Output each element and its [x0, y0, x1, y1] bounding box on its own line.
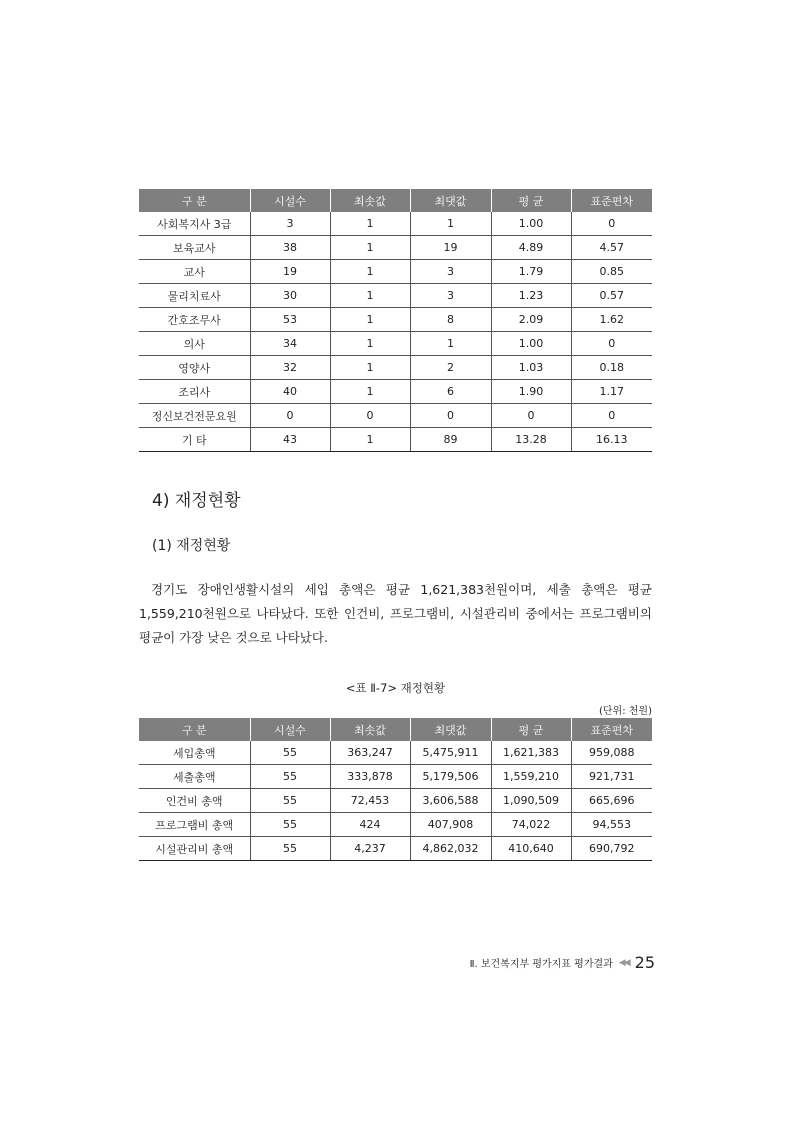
table-cell: 665,696 [571, 789, 652, 813]
table-cell: 55 [250, 813, 330, 837]
finance-table [139, 718, 652, 861]
table-cell: 1 [330, 428, 410, 452]
table-cell: 74,022 [491, 813, 571, 837]
table-row [139, 356, 652, 380]
table-cell: 1.00 [491, 212, 571, 236]
col-min: 최솟값 [330, 189, 410, 212]
double-arrow-left-icon: ◀◀ [618, 957, 629, 968]
page-number: 25 [634, 953, 655, 972]
row-label: 보육교사 [139, 236, 250, 260]
col-min: 최솟값 [330, 718, 410, 741]
table-cell: 1 [330, 356, 410, 380]
table-header-row [139, 189, 652, 212]
table-row [139, 837, 652, 861]
table-cell: 0 [250, 404, 330, 428]
table-cell: 0 [491, 404, 571, 428]
row-label: 영양사 [139, 356, 250, 380]
table-cell: 16.13 [571, 428, 652, 452]
table-cell: 0 [330, 404, 410, 428]
table-cell: 89 [410, 428, 491, 452]
table-cell: 921,731 [571, 765, 652, 789]
table-row [139, 260, 652, 284]
col-category: 구 분 [139, 718, 250, 741]
table-cell: 690,792 [571, 837, 652, 861]
col-category: 구 분 [139, 189, 250, 212]
table-cell: 959,088 [571, 741, 652, 765]
table-cell: 424 [330, 813, 410, 837]
table-row [139, 380, 652, 404]
col-max: 최댓값 [410, 189, 491, 212]
table-cell: 1.03 [491, 356, 571, 380]
table-cell: 38 [250, 236, 330, 260]
row-label: 세입총액 [139, 741, 250, 765]
col-mean: 평 균 [491, 189, 571, 212]
table-cell: 13.28 [491, 428, 571, 452]
table-cell: 1 [330, 212, 410, 236]
table-cell: 1 [330, 284, 410, 308]
table-row [139, 332, 652, 356]
table-caption: <표 Ⅱ-7> 재정현황 [345, 681, 446, 695]
body-paragraph: 경기도 장애인생활시설의 세입 총액은 평균 1,621,383천원이며, 세출 총액은 평균 1,559,210천원으로 나타났다. 또한 인건비, 프로그램비, 시설관리비 중에서는 프로그램비의 평균이 가장 낮은 것으로 나타났다. [139, 582, 652, 645]
row-label: 교사 [139, 260, 250, 284]
table-cell: 1 [330, 260, 410, 284]
table-row [139, 765, 652, 789]
table-cell: 1.90 [491, 380, 571, 404]
subsection-heading: (1) 재정현황 [152, 538, 231, 554]
table-cell: 55 [250, 765, 330, 789]
row-label: 인건비 총액 [139, 789, 250, 813]
table-cell: 1.00 [491, 332, 571, 356]
table-cell: 1,621,383 [491, 741, 571, 765]
table-cell: 4.89 [491, 236, 571, 260]
table-row [139, 404, 652, 428]
table-cell: 19 [250, 260, 330, 284]
page-footer [470, 953, 655, 972]
table-row [139, 789, 652, 813]
table-cell: 43 [250, 428, 330, 452]
table-cell: 5,179,506 [410, 765, 491, 789]
row-label: 기 타 [139, 428, 250, 452]
table-row [139, 741, 652, 765]
table-cell: 3 [250, 212, 330, 236]
col-mean: 평 균 [491, 718, 571, 741]
table-cell: 1.79 [491, 260, 571, 284]
table-cell: 1.23 [491, 284, 571, 308]
table-cell: 1 [410, 212, 491, 236]
row-label: 조리사 [139, 380, 250, 404]
table-cell: 30 [250, 284, 330, 308]
table-cell: 55 [250, 789, 330, 813]
row-label: 프로그램비 총액 [139, 813, 250, 837]
col-stddev: 표준편차 [571, 189, 652, 212]
table-cell: 53 [250, 308, 330, 332]
table-cell: 1.62 [571, 308, 652, 332]
table-unit: (단위: 천원) [599, 706, 652, 717]
table-row [139, 212, 652, 236]
col-stddev: 표준편차 [571, 718, 652, 741]
section-heading: 4) 재정현황 [152, 491, 241, 511]
table-cell: 4,237 [330, 837, 410, 861]
table-cell: 0 [571, 212, 652, 236]
table-cell: 333,878 [330, 765, 410, 789]
table-cell: 1 [410, 332, 491, 356]
table-cell: 3 [410, 284, 491, 308]
table-row [139, 308, 652, 332]
table-cell: 1,559,210 [491, 765, 571, 789]
table-row [139, 284, 652, 308]
col-max: 최댓값 [410, 718, 491, 741]
table-cell: 1.17 [571, 380, 652, 404]
table-cell: 1 [330, 380, 410, 404]
row-label: 물리치료사 [139, 284, 250, 308]
staff-statistics-table [139, 189, 652, 452]
table-header-row [139, 718, 652, 741]
table-row [139, 813, 652, 837]
table-cell: 407,908 [410, 813, 491, 837]
table-cell: 3,606,588 [410, 789, 491, 813]
table-row [139, 236, 652, 260]
row-label: 시설관리비 총액 [139, 837, 250, 861]
table-cell: 1 [330, 236, 410, 260]
table-cell: 1 [330, 308, 410, 332]
running-title: Ⅱ. 보건복지부 평가지표 평가결과 [469, 959, 613, 970]
table-cell: 363,247 [330, 741, 410, 765]
table-cell: 4.57 [571, 236, 652, 260]
table-cell: 55 [250, 837, 330, 861]
table-cell: 0 [410, 404, 491, 428]
table-cell: 0.18 [571, 356, 652, 380]
table-cell: 19 [410, 236, 491, 260]
row-label: 간호조무사 [139, 308, 250, 332]
table-cell: 0 [571, 332, 652, 356]
table-cell: 34 [250, 332, 330, 356]
table-cell: 94,553 [571, 813, 652, 837]
table-cell: 1,090,509 [491, 789, 571, 813]
table-cell: 410,640 [491, 837, 571, 861]
row-label: 세출총액 [139, 765, 250, 789]
table-cell: 0 [571, 404, 652, 428]
table-cell: 2 [410, 356, 491, 380]
table-cell: 0.57 [571, 284, 652, 308]
table-cell: 6 [410, 380, 491, 404]
table-cell: 40 [250, 380, 330, 404]
table-cell: 3 [410, 260, 491, 284]
table-cell: 8 [410, 308, 491, 332]
table-cell: 5,475,911 [410, 741, 491, 765]
table-row [139, 428, 652, 452]
table-cell: 1 [330, 332, 410, 356]
table-cell: 72,453 [330, 789, 410, 813]
col-facility-count: 시설수 [250, 718, 330, 741]
table-cell: 0.85 [571, 260, 652, 284]
table-cell: 2.09 [491, 308, 571, 332]
row-label: 사회복지사 3급 [139, 212, 250, 236]
table-cell: 32 [250, 356, 330, 380]
row-label: 의사 [139, 332, 250, 356]
table-cell: 4,862,032 [410, 837, 491, 861]
row-label: 정신보건전문요원 [139, 404, 250, 428]
table-cell: 55 [250, 741, 330, 765]
col-facility-count: 시설수 [250, 189, 330, 212]
